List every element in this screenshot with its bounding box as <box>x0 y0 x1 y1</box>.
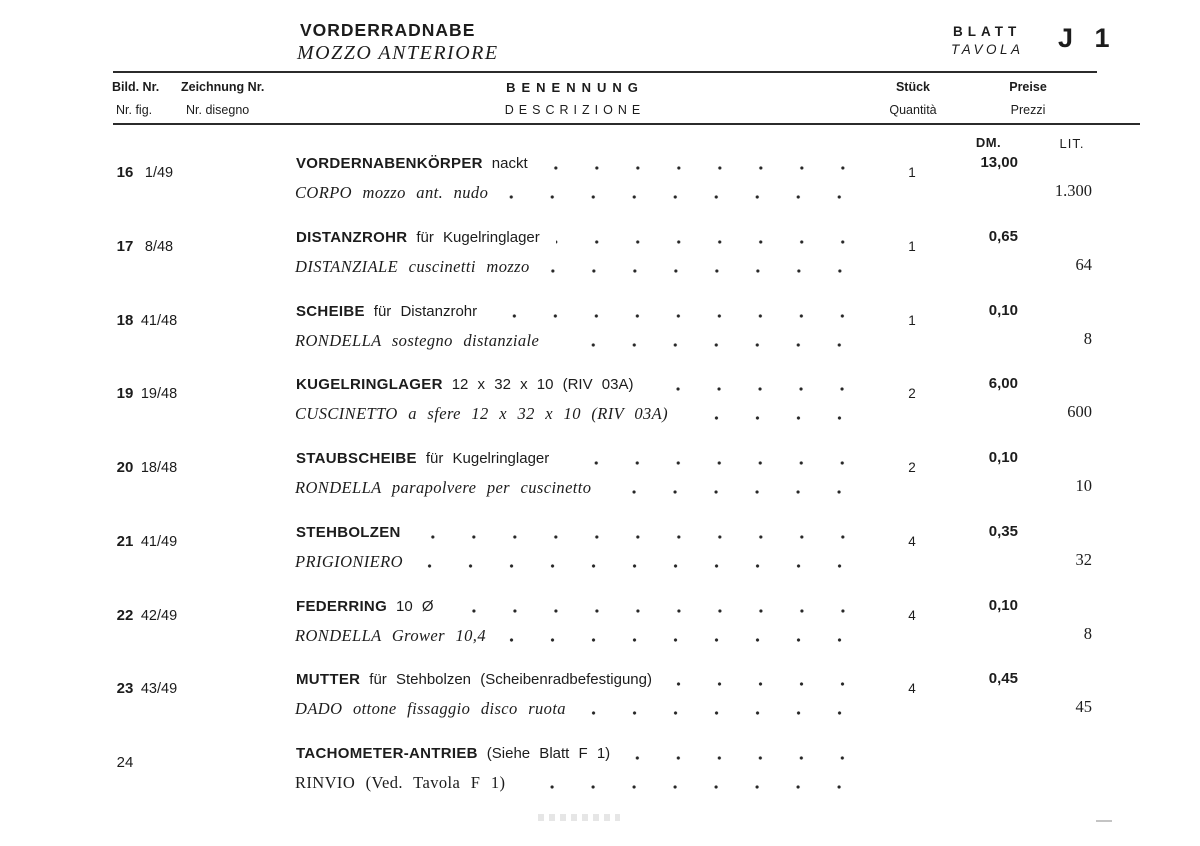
table-row <box>0 376 1200 436</box>
scan-artifact-smudge <box>538 814 620 821</box>
part-name-detail: für Kugelringlager <box>416 229 540 246</box>
fig-number: 20 <box>116 459 134 476</box>
dot-leader <box>684 404 865 425</box>
part-name-italian: RONDELLA Grower 10,4 <box>295 626 486 645</box>
description-italian <box>295 183 865 204</box>
quantity-value: 4 <box>908 608 916 623</box>
description-italian <box>295 699 865 720</box>
description-german <box>296 598 868 618</box>
drawing-number: 41/48 <box>140 313 178 329</box>
part-name-italian: RONDELLA sostegno distanziale <box>295 331 540 350</box>
table-row <box>0 524 1200 584</box>
col-header-price-it: Prezzi <box>1010 103 1046 117</box>
dot-leader <box>649 376 868 396</box>
page-title-german: VORDERRADNABE <box>300 20 476 40</box>
description-italian <box>295 404 865 425</box>
dot-leader <box>417 524 868 544</box>
description-german <box>296 303 868 323</box>
sheet-code: J 1 <box>1058 23 1117 53</box>
part-name-italian: DADO ottone fissaggio disco ruota <box>295 699 566 718</box>
description-german <box>296 524 868 544</box>
description-italian <box>295 626 865 647</box>
col-header-name-de: BENENNUNG <box>506 80 644 95</box>
drawing-number: 42/49 <box>140 608 178 624</box>
table-row <box>0 229 1200 289</box>
col-header-fig-it: Nr. fig. <box>116 103 153 117</box>
description-italian <box>295 331 865 352</box>
drawing-number: 41/49 <box>140 534 178 550</box>
quantity-value: 1 <box>908 313 916 328</box>
quantity-value: 4 <box>908 681 916 696</box>
description-italian <box>295 773 865 794</box>
drawing-number: 19/48 <box>140 386 178 402</box>
part-name-italian: PRIGIONIERO <box>295 552 403 571</box>
part-name-italian: RINVIO (Ved. Tavola F 1) <box>295 773 506 792</box>
col-header-drawing-it: Nr. disegno <box>186 103 250 117</box>
fig-number: 19 <box>116 385 134 402</box>
price-dm-value: 0,10 <box>988 302 1018 319</box>
fig-number: 24 <box>116 754 134 771</box>
sheet-label-german: BLATT <box>953 24 1022 39</box>
quantity-value: 1 <box>908 165 916 180</box>
col-header-qty-it: Quantità <box>889 103 937 117</box>
description-german <box>296 671 868 691</box>
dot-leader <box>668 671 868 691</box>
dot-leader <box>546 257 865 278</box>
price-dm-value: 0,65 <box>988 228 1018 245</box>
dot-leader <box>493 303 868 323</box>
price-lit-value: 64 <box>1075 255 1092 274</box>
drawing-number: 43/49 <box>140 681 178 697</box>
part-name-italian: RONDELLA parapolvere per cuscinetto <box>295 478 592 497</box>
description-german <box>296 376 868 396</box>
table-row <box>0 745 1200 805</box>
description-italian <box>295 552 865 573</box>
part-name-detail: für Distanzrohr <box>373 303 478 320</box>
quantity-value: 2 <box>908 460 916 475</box>
col-header-drawing-de: Zeichnung Nr. <box>181 80 265 94</box>
part-name-detail: (Siehe Blatt F 1) <box>486 745 611 762</box>
price-lit-value: 32 <box>1075 550 1092 569</box>
price-dm-value: 0,45 <box>988 670 1018 687</box>
part-name-bold: FEDERRING <box>296 598 388 615</box>
price-lit-value: 10 <box>1075 476 1092 495</box>
description-italian <box>295 257 865 278</box>
part-name-bold: MUTTER <box>296 671 361 688</box>
col-header-qty-de: Stück <box>895 80 931 94</box>
fig-number: 17 <box>116 238 134 255</box>
dot-leader <box>419 552 865 573</box>
dot-leader <box>607 478 865 499</box>
price-dm-value: 13,00 <box>980 154 1018 171</box>
dot-leader <box>544 155 868 175</box>
part-name-bold: STEHBOLZEN <box>296 524 401 541</box>
dot-leader <box>504 183 865 204</box>
table-row <box>0 598 1200 658</box>
dot-leader <box>555 331 865 352</box>
description-german <box>296 450 868 470</box>
col-header-name-it: DESCRIZIONE <box>504 103 646 117</box>
price-lit-value: 1.300 <box>1054 181 1092 200</box>
sheet-label-italian: TAVOLA <box>951 42 1024 57</box>
dot-leader <box>582 699 865 720</box>
description-german <box>296 229 868 249</box>
description-italian <box>295 478 865 499</box>
fig-number: 22 <box>116 607 134 624</box>
part-name-detail: für Stehbolzen (Scheibenradbefestigung) <box>369 671 652 688</box>
table-row <box>0 450 1200 510</box>
part-name-bold: SCHEIBE <box>296 303 365 320</box>
part-name-italian: DISTANZIALE cuscinetti mozzo <box>295 257 530 276</box>
price-dm-value: 0,10 <box>988 597 1018 614</box>
col-header-price-de: Preise <box>1009 80 1047 94</box>
col-header-fig-de: Bild. Nr. <box>112 80 160 94</box>
table-row <box>0 671 1200 731</box>
price-lit-value: 600 <box>1067 402 1092 421</box>
price-lit-value: 45 <box>1075 697 1092 716</box>
fig-number: 16 <box>116 164 134 181</box>
currency-header-lit: LIT. <box>1059 136 1085 151</box>
description-german <box>296 745 868 765</box>
fig-number: 23 <box>116 680 134 697</box>
part-name-detail: 12 x 32 x 10 (RIV 03A) <box>451 376 634 393</box>
part-name-bold: KUGELRINGLAGER <box>296 376 443 393</box>
part-name-italian: CORPO mozzo ant. nudo <box>295 183 489 202</box>
price-lit-value: 8 <box>1083 624 1092 643</box>
quantity-value: 1 <box>908 239 916 254</box>
fig-number: 21 <box>116 533 134 550</box>
page-title-italian: MOZZO ANTERIORE <box>297 42 499 64</box>
fig-number: 18 <box>116 312 134 329</box>
part-name-detail: nackt <box>491 155 528 172</box>
scan-artifact-dash <box>1096 820 1112 822</box>
price-lit-value: 8 <box>1083 329 1092 348</box>
part-name-italian: CUSCINETTO a sfere 12 x 32 x 10 (RIV 03A) <box>295 404 669 423</box>
quantity-value: 2 <box>908 386 916 401</box>
dot-leader <box>565 450 868 470</box>
part-name-bold: TACHOMETER-ANTRIEB <box>296 745 478 762</box>
dot-leader <box>556 229 868 249</box>
quantity-value: 4 <box>908 534 916 549</box>
part-name-bold: STAUBSCHEIBE <box>296 450 417 467</box>
drawing-number: 1/49 <box>144 165 174 181</box>
price-dm-value: 0,10 <box>988 449 1018 466</box>
price-dm-value: 0,35 <box>988 523 1018 540</box>
dot-leader <box>626 745 868 765</box>
part-name-detail: 10 Ø <box>396 598 434 615</box>
drawing-number: 18/48 <box>140 460 178 476</box>
dot-leader <box>502 626 865 647</box>
table-row <box>0 303 1200 363</box>
part-name-bold: VORDERNABENKÖRPER <box>296 155 483 172</box>
dot-leader <box>450 598 868 618</box>
part-name-detail: für Kugelringlager <box>425 450 550 467</box>
dot-leader <box>521 773 865 794</box>
table-row <box>0 155 1200 215</box>
description-german <box>296 155 868 175</box>
currency-header-dm: DM. <box>975 135 1002 150</box>
price-dm-value: 6,00 <box>988 375 1018 392</box>
drawing-number: 8/48 <box>144 239 174 255</box>
part-name-bold: DISTANZROHR <box>296 229 408 246</box>
